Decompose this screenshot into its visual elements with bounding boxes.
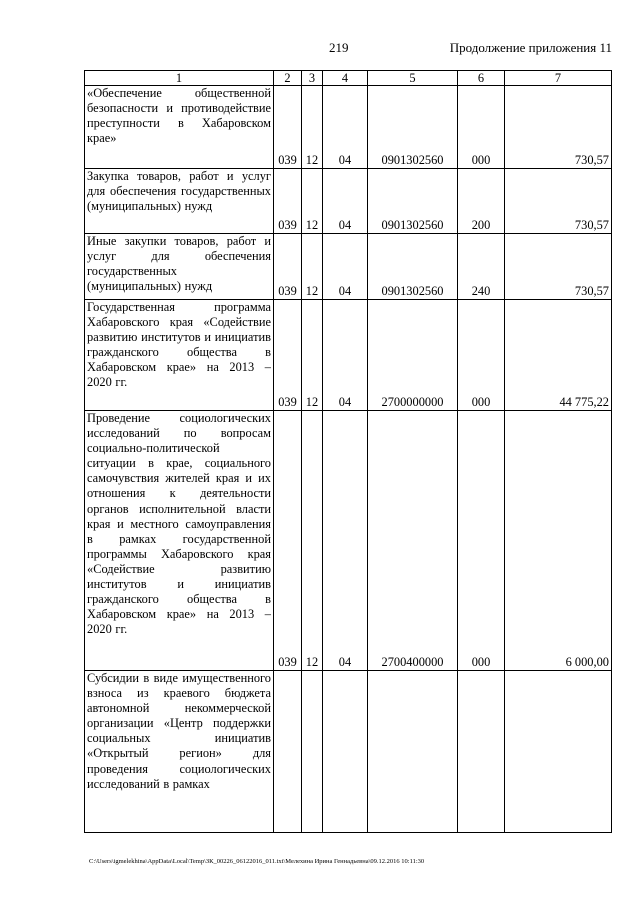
- table-row: [85, 234, 612, 300]
- cell-amount: 730,57: [505, 169, 612, 234]
- column-header: 3: [302, 71, 323, 86]
- cell-target-article: [368, 671, 458, 833]
- column-header: 1: [85, 71, 274, 86]
- row-description: «Обеспечение общественной безопасности и противодействие преступности в Хабаровском крае»: [85, 86, 274, 169]
- row-description: Иные закупки товаров, работ и услуг для обеспечения государственных (муниципальных) нужд: [85, 234, 274, 300]
- column-header: 7: [505, 71, 612, 86]
- cell-expense-type: 000: [458, 411, 505, 671]
- row-description: Субсидии в виде имущественного взноса из краевого бюджета автономной некоммерческой организации «Центр поддержки социальных инициатив «Открытый регион» для проведения социологических исследований в рамках: [85, 671, 274, 833]
- table-row: [85, 671, 612, 833]
- cell-ministry-code: [274, 671, 302, 833]
- cell-subsection-code: 04: [323, 86, 368, 169]
- cell-section-code: [302, 671, 323, 833]
- budget-table: [84, 70, 612, 833]
- cell-ministry-code: 039: [274, 86, 302, 169]
- cell-ministry-code: 039: [274, 411, 302, 671]
- cell-section-code: 12: [302, 300, 323, 411]
- cell-expense-type: 000: [458, 300, 505, 411]
- table-header-row: [85, 71, 612, 86]
- cell-expense-type: 000: [458, 86, 505, 169]
- cell-ministry-code: 039: [274, 234, 302, 300]
- cell-section-code: 12: [302, 86, 323, 169]
- table-row: [85, 86, 612, 169]
- cell-amount: 730,57: [505, 86, 612, 169]
- cell-subsection-code: [323, 671, 368, 833]
- column-header: 6: [458, 71, 505, 86]
- cell-amount: 730,57: [505, 234, 612, 300]
- cell-subsection-code: 04: [323, 169, 368, 234]
- cell-target-article: 0901302560: [368, 234, 458, 300]
- cell-section-code: 12: [302, 169, 323, 234]
- table-row: [85, 300, 612, 411]
- page-number: 219: [329, 40, 349, 55]
- row-description: Закупка товаров, работ и услуг для обеспечения государственных (муниципальных) нужд: [85, 169, 274, 234]
- cell-section-code: 12: [302, 234, 323, 300]
- cell-target-article: 2700400000: [368, 411, 458, 671]
- cell-section-code: 12: [302, 411, 323, 671]
- cell-amount: [505, 671, 612, 833]
- row-description: Государственная программа Хабаровского края «Содействие развитию институтов и инициатив гражданского общества в Хабаровском крае» на 2013 – 2020 гг.: [85, 300, 274, 411]
- cell-subsection-code: 04: [323, 234, 368, 300]
- cell-expense-type: 240: [458, 234, 505, 300]
- cell-expense-type: [458, 671, 505, 833]
- cell-amount: 6 000,00: [505, 411, 612, 671]
- column-header: 4: [323, 71, 368, 86]
- cell-subsection-code: 04: [323, 300, 368, 411]
- file-path-footer: C:\Users\igmelekhina\AppData\Local\Temp\ЗК_00226_06122016_011.txt\Мелехина Ирина Геннадьевна\09.12.2016 10:11:30: [89, 858, 425, 865]
- cell-expense-type: 200: [458, 169, 505, 234]
- cell-ministry-code: 039: [274, 300, 302, 411]
- column-header: 2: [274, 71, 302, 86]
- appendix-continuation-note: Продолжение приложения 11: [449, 40, 612, 55]
- cell-target-article: 0901302560: [368, 169, 458, 234]
- row-description: Проведение социологических исследований по вопросам социально-политической ситуации в крае, социального самочувствия жителей края и их отношения к деятельности органов исполнительной власти края и местного самоуправления в рамках государственной программы Хабаровского края «Содействие развитию институтов и инициатив гражданского общества в Хабаровском крае» на 2013 – 2020 гг.: [85, 411, 274, 671]
- table-row: [85, 411, 612, 671]
- column-header: 5: [368, 71, 458, 86]
- cell-ministry-code: 039: [274, 169, 302, 234]
- cell-target-article: 0901302560: [368, 86, 458, 169]
- cell-subsection-code: 04: [323, 411, 368, 671]
- cell-amount: 44 775,22: [505, 300, 612, 411]
- table-row: [85, 169, 612, 234]
- cell-target-article: 2700000000: [368, 300, 458, 411]
